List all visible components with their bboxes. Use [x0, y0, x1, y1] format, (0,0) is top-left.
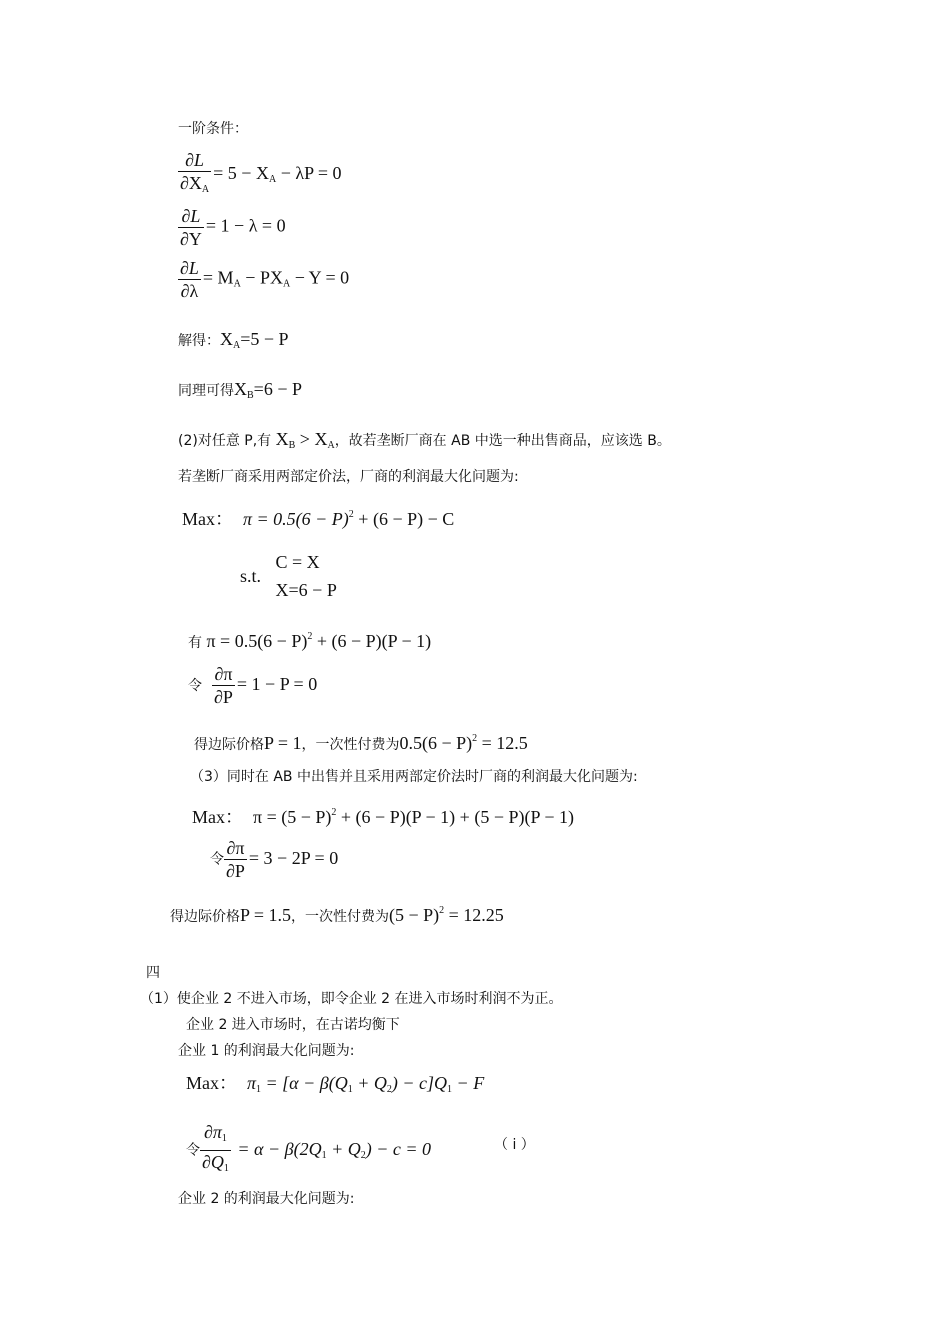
foc-dpi-dp-3: 令 $\frac{\partial\pi}{\partial P}$ = 3 − 2P = 0: [210, 838, 339, 881]
firm2-problem-text: 企业 2 的利润最大化问题为:: [178, 1191, 355, 1207]
max-problem-firm1: Max： $\pi_1 = [\alpha - \beta(Q_1 + Q_2) - c]Q_1 - F$: [186, 1073, 485, 1095]
foc-label: 一阶条件：: [178, 121, 248, 137]
constraints: s.t. C = X X=6 − P: [240, 552, 337, 600]
claim-choose-b: (2)对任意 P,有 $X_B > X_A$，故若垄断厂商在 AB 中选一种出售商品，应该选 B。: [178, 429, 671, 451]
firm1-problem-text: 企业 1 的利润最大化问题为:: [178, 1043, 355, 1059]
section-four-heading: 四: [146, 965, 160, 981]
equation-dL-dY: $\frac{\partial L}{\partial Y}$ = 1 − λ = 0: [180, 206, 286, 249]
equation-tag-i: （ i ）: [494, 1137, 535, 1153]
foc-dpi-dp-2: 令 $\frac{\partial\pi}{\partial P}$ = 1 − P = 0: [188, 664, 318, 707]
part3-intro: （3）同时在 AB 中出售并且采用两部定价法时厂商的利润最大化问题为:: [190, 769, 638, 785]
cournot-text: 企业 2 进入市场时，在古诺均衡下: [186, 1017, 400, 1033]
max-problem-2: Max： $\pi = 0.5(6 - P)^2 + (6 - P) - C$: [182, 509, 455, 529]
item-1-text: （1）使企业 2 不进入市场，即令企业 2 在进入市场时利润不为正。: [140, 991, 563, 1007]
result-2: 得边际价格P = 1，一次性付费为$0.5(6 - P)^2 = 12.5$: [194, 733, 528, 753]
result-3: 得边际价格P = 1.5，一次性付费为$(5 - P)^2 = 12.25$: [170, 905, 504, 925]
foc-firm1: 令 $\frac{\partial\pi_1}{\partial Q_1}$ = $\alpha - \beta(2Q_1 + Q_2) - c = 0$: [186, 1122, 432, 1174]
equation-dL-dlambda: $\frac{\partial L}{\partial\lambda}$ = $M_A - PX_A - Y = 0$: [180, 258, 350, 301]
equation-dL-dXA: $\frac{\partial L}{\partial X_A}$ = $5 - X_A - \lambda P = 0$: [180, 150, 342, 195]
profit-expression: 有 $\pi = 0.5(6 - P)^2 + (6 - P)(P - 1)$: [188, 631, 432, 651]
solution-xb: 同理可得$X_B=6 - P$: [178, 379, 302, 401]
max-problem-3: Max： $\pi = (5 - P)^2 + (6 - P)(P - 1) + (5 - P)(P - 1)$: [192, 807, 574, 827]
two-part-pricing-text: 若垄断厂商采用两部定价法，厂商的利润最大化问题为:: [178, 469, 519, 485]
solution-xa: 解得：$X_A=5 - P$: [178, 329, 289, 351]
